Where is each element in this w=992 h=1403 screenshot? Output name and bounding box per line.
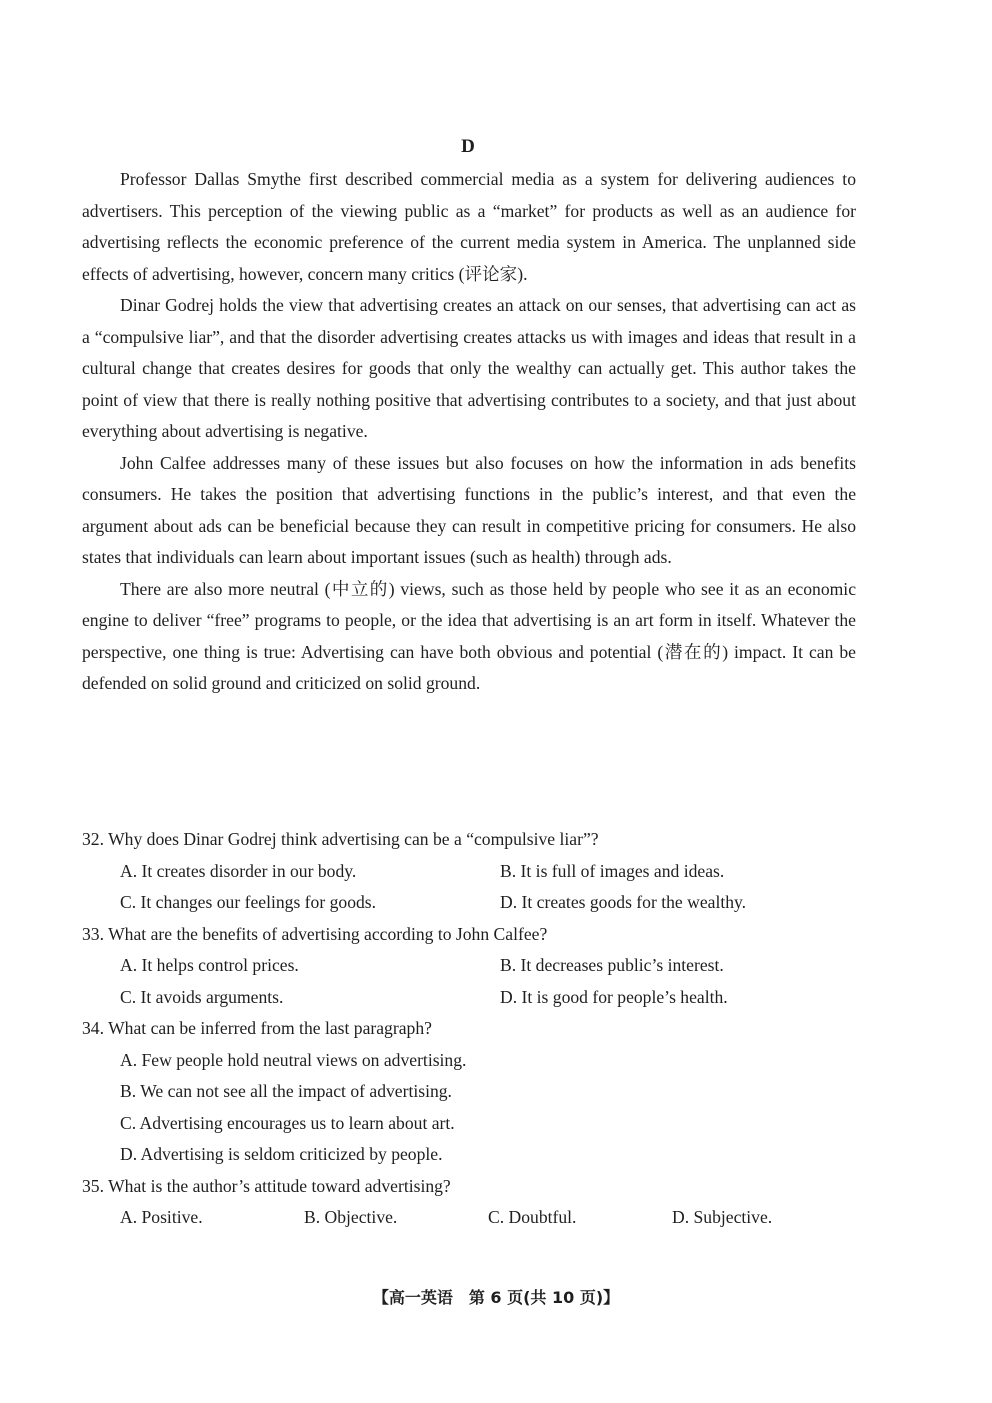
question-32 bbox=[82, 824, 856, 919]
question-stem: 34. What can be inferred from the last paragraph? bbox=[82, 1018, 432, 1038]
option-b: B. We can not see all the impact of advertising. bbox=[120, 1081, 452, 1101]
option-c: C. Doubtful. bbox=[488, 1207, 577, 1227]
option-row bbox=[82, 887, 856, 919]
paragraph-4: There are also more neutral (中立的) views, such as those held by people who see it as an economic engine to deliver “free” programs to people, or the idea that advertising is an art form in itself. Whatever the perspective, one thing is true: Advertising can have both obvious and potential (潜在的) impact. It can be defended on solid ground and criticized on solid ground. bbox=[82, 578, 856, 693]
question-stem: 32. Why does Dinar Godrej think advertising can be a “compulsive liar”? bbox=[82, 829, 599, 849]
paragraph-2: Dinar Godrej holds the view that advertising creates an attack on our senses, that advertising can act as a “compulsive liar”, and that the disorder advertising creates attacks us with images and ideas that result in a cultural change that creates desires for goods that only the wealthy can actually get. This author takes the point of view that there is really nothing positive that advertising contributes to a society, and that just about everything about advertising is negative. bbox=[82, 295, 856, 441]
option-row bbox=[82, 856, 856, 888]
option-b: B. It is full of images and ideas. bbox=[500, 860, 725, 881]
question-33 bbox=[82, 919, 856, 1014]
option-d: D. It creates goods for the wealthy. bbox=[500, 892, 747, 912]
option-a: A. It creates disorder in our body. bbox=[120, 860, 357, 881]
option-a: A. Few people hold neutral views on advertising. bbox=[120, 1049, 467, 1070]
option-row bbox=[82, 1139, 856, 1171]
option-b: B. It decreases public’s interest. bbox=[500, 955, 724, 975]
question-34 bbox=[82, 1013, 856, 1171]
option-b: B. Objective. bbox=[304, 1207, 398, 1227]
option-a: A. Positive. bbox=[120, 1207, 203, 1227]
section-heading: D bbox=[461, 136, 475, 157]
paragraph-1: Professor Dallas Smythe first described commercial media as a system for delivering audiences to advertisers. This perception of the viewing public as a “market” for products as well as an audience for advertising reflects the economic preference of the current media system in America. The unplanned side effects of advertising, however, concern many critics (评论家). bbox=[82, 169, 856, 284]
option-row bbox=[82, 950, 856, 982]
question-35 bbox=[82, 1171, 856, 1234]
paragraph-3: John Calfee addresses many of these issues but also focuses on how the information in ads benefits consumers. He takes the position that advertising functions in the public’s interest, and that even the argument about ads can be beneficial because they can result in competitive pricing for consumers. He also states that individuals can learn about important issues (such as health) through ads. bbox=[82, 452, 856, 567]
option-row bbox=[82, 1202, 856, 1234]
option-row bbox=[82, 1045, 856, 1077]
option-row bbox=[82, 1108, 856, 1140]
question-stem: 33. What are the benefits of advertising according to John Calfee? bbox=[82, 923, 548, 944]
option-d: D. Advertising is seldom criticized by people. bbox=[120, 1144, 443, 1164]
option-row bbox=[82, 982, 856, 1014]
question-list bbox=[82, 824, 856, 1234]
option-c: C. It changes our feelings for goods. bbox=[120, 892, 377, 912]
page-footer: 【高一英语 第 6 页(共 10 页)】 bbox=[372, 1288, 620, 1307]
option-d: D. Subjective. bbox=[672, 1207, 773, 1227]
reading-passage bbox=[82, 164, 856, 700]
option-c: C. It avoids arguments. bbox=[120, 986, 284, 1007]
option-a: A. It helps control prices. bbox=[120, 955, 299, 975]
option-c: C. Advertising encourages us to learn about art. bbox=[120, 1112, 455, 1133]
question-stem: 35. What is the author’s attitude toward advertising? bbox=[82, 1175, 451, 1196]
option-row bbox=[82, 1076, 856, 1108]
option-d: D. It is good for people’s health. bbox=[500, 986, 728, 1007]
